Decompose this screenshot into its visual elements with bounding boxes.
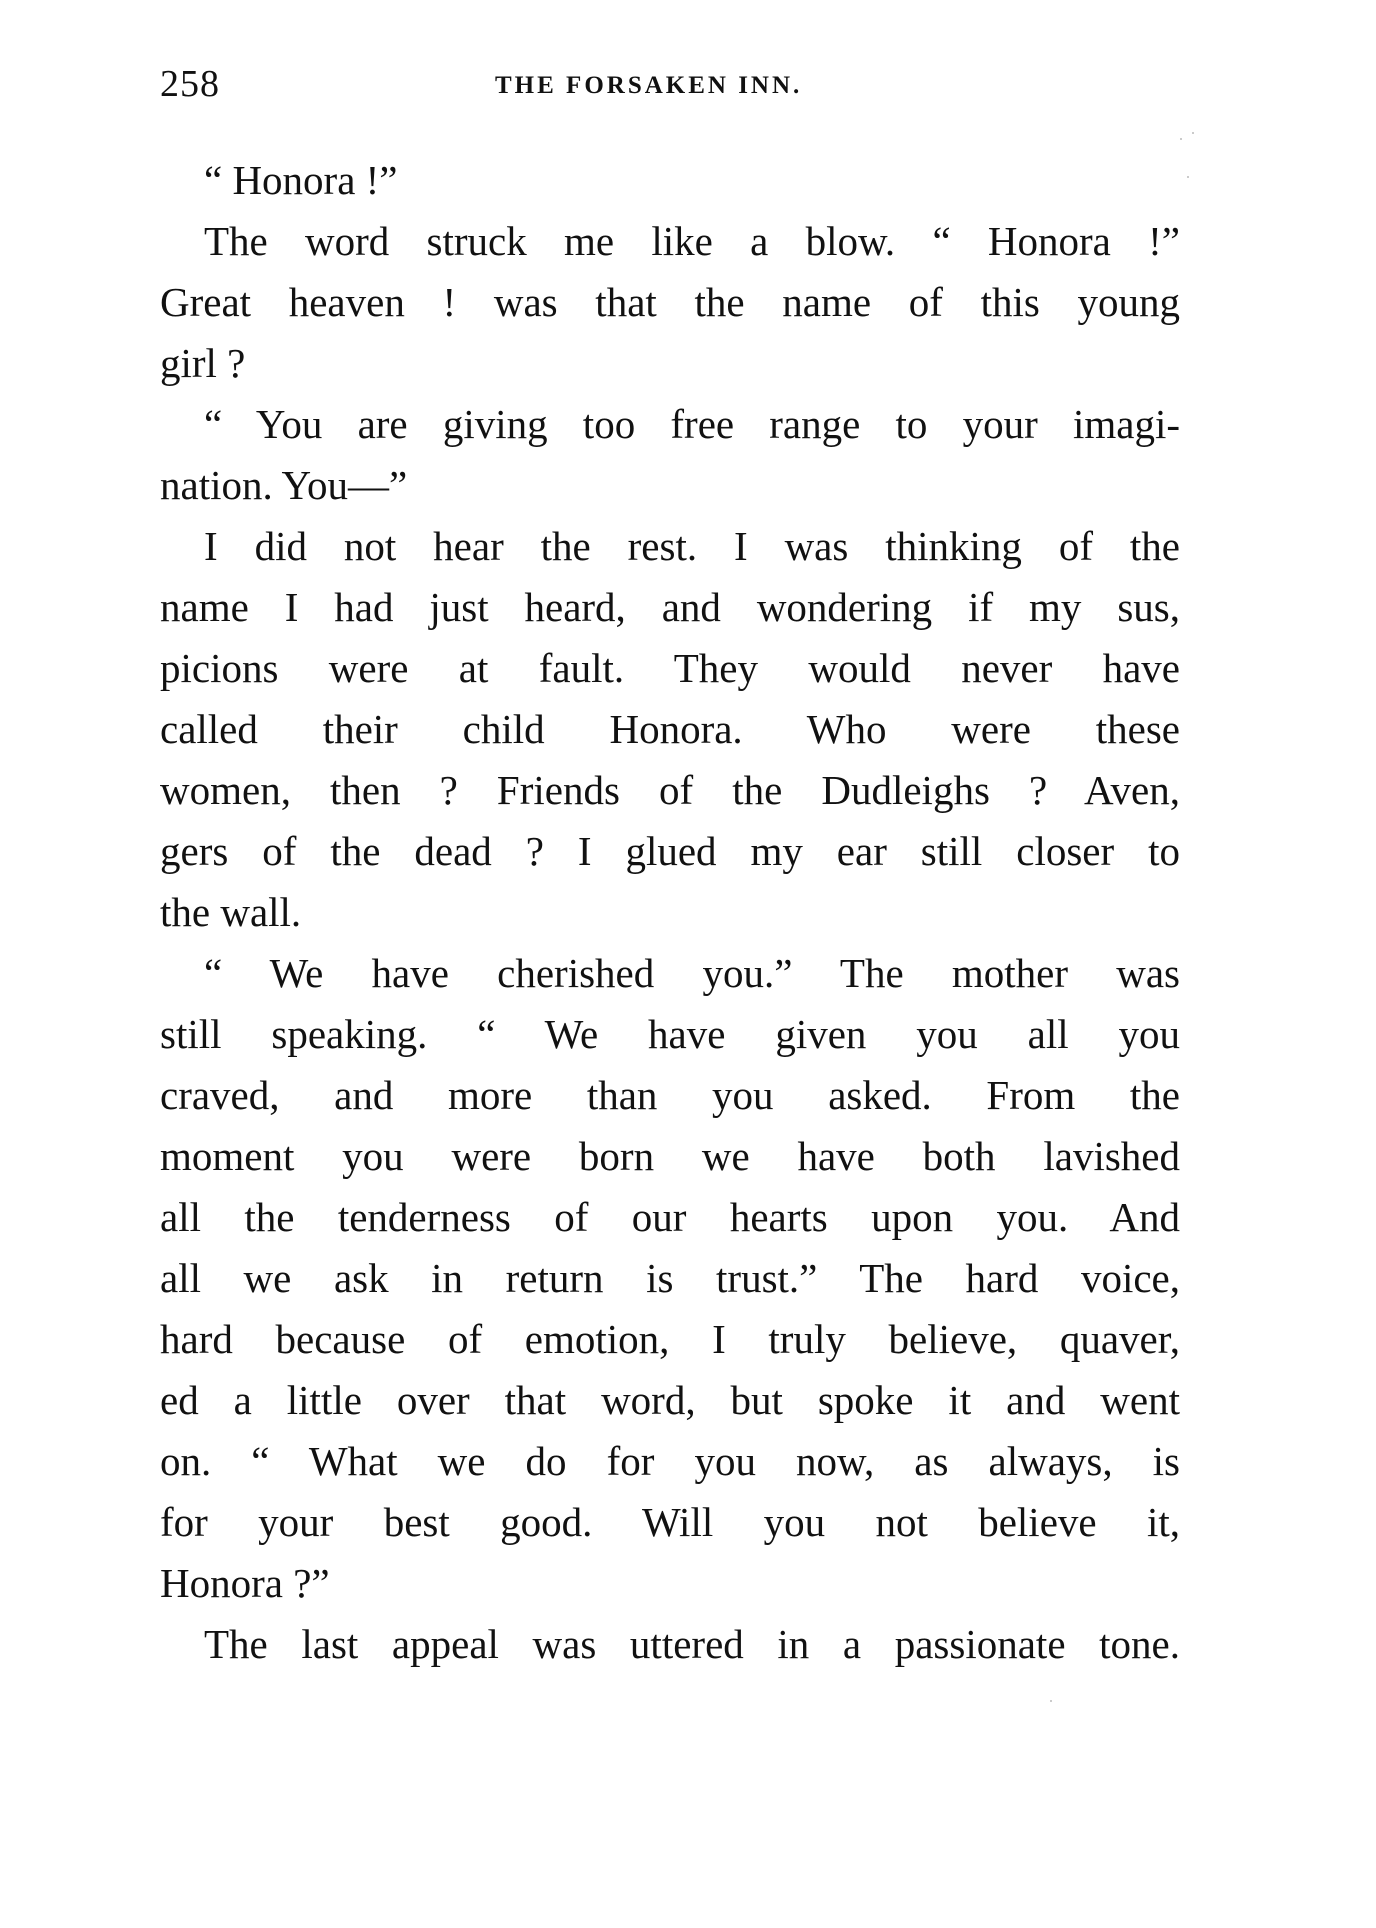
text-line: name I had just heard, and wondering if my sus,	[160, 584, 1180, 630]
text-line: The last appeal was uttered in a passionate tone.	[204, 1621, 1180, 1667]
text-line: women, then ? Friends of the Dudleighs ? Aven,	[160, 767, 1180, 813]
text-line: girl ?	[160, 340, 246, 386]
text-line: called their child Honora. Who were these	[160, 706, 1180, 752]
page-number: 258	[160, 63, 220, 105]
text-line: all we ask in return is trust.” The hard voice,	[160, 1255, 1180, 1301]
paper-speck	[1187, 176, 1189, 178]
text-line: ed a little over that word, but spoke it and went	[160, 1377, 1180, 1423]
text-line: on. “ What we do for you now, as always, is	[160, 1438, 1180, 1484]
text-line: picions were at fault. They would never have	[160, 645, 1180, 691]
paper-speck	[1192, 132, 1194, 134]
running-title: THE FORSAKEN INN.	[495, 72, 803, 99]
text-line: moment you were born we have both lavished	[160, 1133, 1180, 1179]
paper-speck	[1050, 1700, 1052, 1702]
text-line: still speaking. “ We have given you all you	[160, 1011, 1180, 1057]
text-line: all the tenderness of our hearts upon you. And	[160, 1194, 1180, 1240]
text-line: hard because of emotion, I truly believe, quaver,	[160, 1316, 1180, 1362]
text-line: Honora ?”	[160, 1560, 330, 1606]
body-text	[160, 150, 1180, 1675]
text-line: Great heaven ! was that the name of this young	[160, 279, 1180, 325]
text-line: “ You are giving too free range to your imagi-	[204, 401, 1180, 447]
text-line: gers of the dead ? I glued my ear still closer to	[160, 828, 1180, 874]
text-line: nation. You—”	[160, 462, 408, 508]
text-line: The word struck me like a blow. “ Honora !”	[204, 218, 1180, 264]
text-line: craved, and more than you asked. From the	[160, 1072, 1180, 1118]
text-line: for your best good. Will you not believe it,	[160, 1499, 1180, 1545]
text-line: the wall.	[160, 889, 302, 935]
text-line: I did not hear the rest. I was thinking of the	[204, 523, 1180, 569]
paper-speck	[1180, 138, 1182, 140]
text-line: “ We have cherished you.” The mother was	[204, 950, 1180, 996]
running-head	[160, 62, 1180, 112]
text-line: “ Honora !”	[204, 157, 398, 203]
